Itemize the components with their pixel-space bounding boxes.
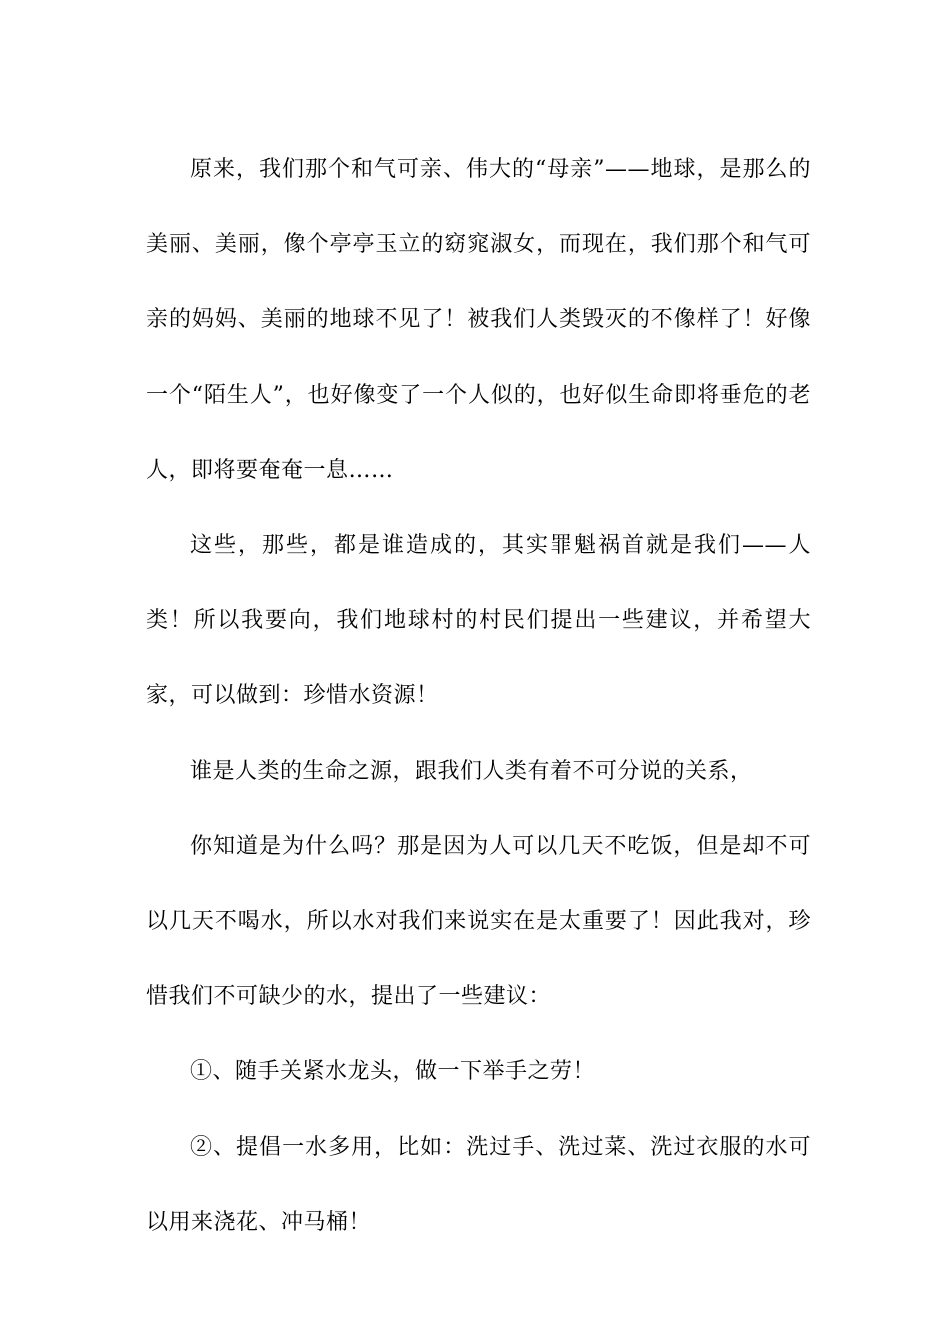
paragraph-source-of-life: 谁是人类的生命之源，跟我们人类有着不可分说的关系，	[190, 758, 753, 784]
paragraph-suggestion-1: ①、随手关紧水龙头，做一下举手之劳！	[190, 1059, 596, 1085]
paragraph-earth-mother: 原来，我们那个和气可亲、伟大的“母亲”——地球，是那么的美丽、美丽，像个亭亭玉立的窈窕淑女，而现在，我们那个和气可亲的妈妈、美丽的地球不见了！被我们人类毁灭的不像样了！好像一个“陌生人”，也好像变了一个人似的，也好似生命即将垂危的老人，即将要奄奄一息……	[146, 157, 811, 483]
paragraph-suggestion-2: ②、提倡一水多用，比如：洗过手、洗过菜、洗过衣服的水可以用来浇花、冲马桶！	[146, 1134, 811, 1235]
document-body	[146, 132, 811, 1260]
paragraph-humans-responsible: 这些，那些，都是谁造成的，其实罪魁祸首就是我们——人类！所以我要向，我们地球村的村民们提出一些建议，并希望大家，可以做到：珍惜水资源！	[146, 533, 811, 709]
paragraph-why-water: 你知道是为什么吗？那是因为人可以几天不吃饭，但是却不可以几天不喝水，所以水对我们来说实在是太重要了！因此我对，珍惜我们不可缺少的水，提出了一些建议：	[146, 833, 811, 1010]
